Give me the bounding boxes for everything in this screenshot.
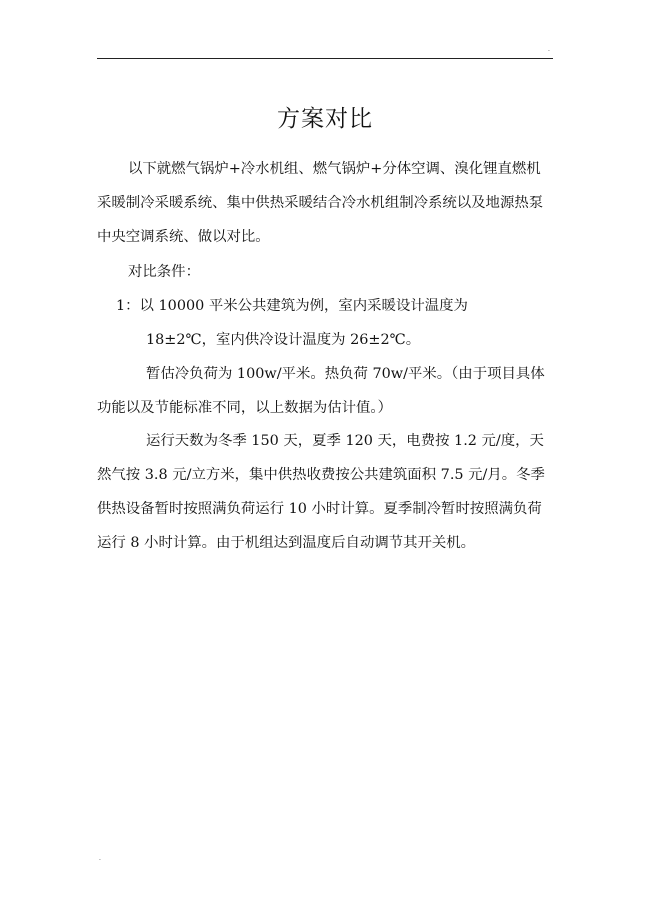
header-dot: .	[548, 46, 550, 53]
conditions-heading: 对比条件：	[128, 264, 200, 280]
footer-dot: .	[99, 855, 101, 862]
load-estimate-paragraph: 暂估冷负荷为 100w/平米。热负荷 70w/平米。（由于项目具体功能以及节能标准不同，以上数据为估计值。）	[97, 366, 545, 416]
page-title: 方案对比	[277, 106, 373, 132]
operation-paragraph: 运行天数为冬季 150 天，夏季 120 天，电费按 1.2 元/度，天然气按 3.8 元/立方米，集中供热收费按公共建筑面积 7.5 元/月。冬季供热设备暂时按照满负荷运行 10 小时计算。夏季制冷暂时按照满负荷运行 8 小时计算。由于机组达到温度后自动调节其开关机。	[97, 433, 545, 551]
condition-item-1: 1：以 10000 平米公共建筑为例，室内采暖设计温度为	[116, 298, 468, 314]
header-rule	[97, 58, 553, 59]
condition-temperature-line: 18±2℃，室内供冷设计温度为 26±2℃。	[146, 332, 421, 348]
intro-paragraph: 以下就燃气锅炉+冷水机组、燃气锅炉+分体空调、溴化锂直燃机采暖制冷采暖系统、集中供热采暖结合冷水机组制冷系统以及地源热泵中央空调系统、做以对比。	[97, 161, 544, 245]
